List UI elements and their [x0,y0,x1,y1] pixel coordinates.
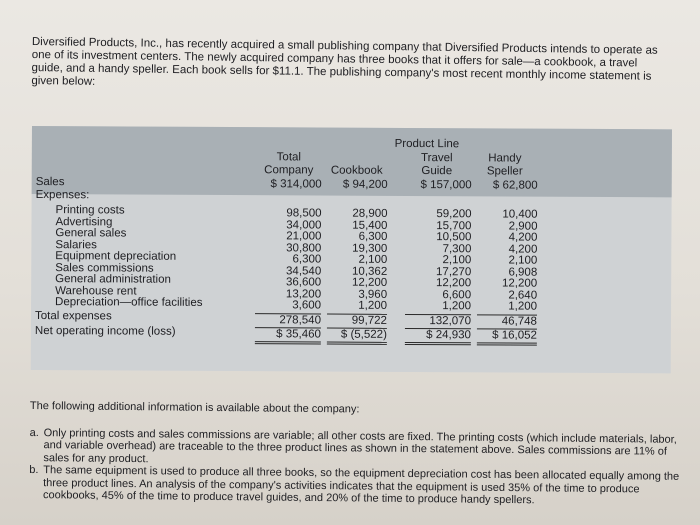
expense-travel: 7,300 [442,242,472,255]
expense-total: 21,000 [286,230,322,243]
income-statement [31,126,672,373]
expense-travel: 1,200 [442,300,472,313]
double-underline [255,343,321,344]
expense-label: Advertising [55,215,113,228]
expense-cookbook: 3,960 [358,288,388,301]
item-marker: a. [29,426,39,439]
expense-total: 13,200 [285,287,322,301]
total-col-header-2: Company [264,164,314,177]
expense-label: Salaries [55,238,97,251]
net-income-travel: $ 24,930 [426,329,471,342]
expense-label: Sales commissions [55,261,154,275]
expense-travel: 6,600 [442,288,472,301]
expense-label: Depreciation—office facilities [55,296,203,309]
expense-total: 36,600 [285,276,322,289]
expense-cookbook: 2,100 [358,253,388,266]
item-text: The same equipment is used to produce all three books, so the equipment depreciation cost has been allocated equally among the three product lines. An analysis of the company's activities indicates that the equipment is used 35% of the time to produce cookbooks, 45% of the time to produce travel guides, and 20% of the time to produce handy spellers. [42,464,680,507]
sales-handy: $ 62,800 [492,179,538,192]
expense-travel: 10,500 [436,231,472,244]
expense-cookbook: 19,300 [352,242,388,255]
expense-cookbook: 15,400 [352,219,388,232]
expense-total: 34,540 [286,264,322,278]
expense-label: General administration [55,273,171,286]
travel-col-header-2: Guide [421,165,453,178]
expense-handy: 2,900 [508,219,538,233]
expense-travel: 2,100 [442,254,472,267]
expense-handy: 2,100 [508,254,538,267]
net-income-cookbook: $ (5,522) [340,328,387,341]
double-underline [477,344,537,345]
expense-cookbook: 1,200 [358,299,388,312]
expense-label: Warehouse rent [55,284,137,298]
total-col-header-1: Total [276,151,302,164]
additional-information [29,400,680,508]
expense-handy: 4,200 [508,231,538,244]
total-expenses-cookbook: 99,722 [351,314,388,327]
expense-total: 98,500 [286,207,322,220]
intro-paragraph: Diversified Products, Inc., has recently acquired a small publishing company that Diversified Products intends to operate as one of its investment centers. The newly acquired company has three books that it offers for sale—a cookbook, a travel guide, and a handy speller. Each book sells for $11.1. The publishing company's most recent monthly income statement is given below: [31,36,658,88]
sales-cookbook: $ 94,200 [342,178,388,191]
expense-cookbook: 12,200 [351,276,388,289]
expense-travel: 12,200 [435,277,472,290]
expense-handy: 4,200 [508,242,538,256]
double-underline [327,344,387,345]
expense-travel: 59,200 [436,208,472,221]
expense-cookbook: 28,900 [352,207,388,220]
net-income-label: Net operating income (loss) [34,325,176,338]
expense-cookbook: 10,362 [352,265,388,278]
info-item-b [29,464,679,508]
item-marker: b. [29,463,39,477]
expense-handy: 10,400 [502,208,538,221]
travel-col-header-1: Travel [421,152,453,165]
product-line-header: Product Line [394,137,460,151]
net-income-handy: $ 16,052 [492,329,537,342]
expense-handy: 12,200 [501,277,538,290]
expense-travel: 15,700 [436,219,472,232]
cookbook-col-header: Cookbook [330,164,383,177]
expense-total: 3,600 [292,299,322,312]
handy-col-header-2: Speller [486,165,523,178]
expense-total: 34,000 [286,218,322,232]
expense-handy: 6,908 [508,265,538,279]
expense-handy: 1,200 [508,300,538,313]
total-expenses-handy: 46,748 [501,315,538,328]
expense-label: General sales [55,227,127,240]
double-underline [405,344,471,345]
item-text: Only printing costs and sales commissions are variable; all other costs are fixed. The printing costs (which include materials, labor, and variable overhead) are traceable to the three product lines as shown in the statement above. Sales commissions are 11% of sales for any product. [43,426,677,465]
total-expenses-travel: 132,070 [429,315,472,328]
total-expenses-total: 278,540 [279,314,322,327]
expenses-label: Expenses: [35,189,90,202]
expense-total: 6,300 [292,253,322,266]
net-income-total: $ 35,460 [276,328,321,341]
additional-info-lead: The following additional information is available about the company: [29,400,360,416]
expense-cookbook: 6,300 [358,230,388,243]
expense-label: Printing costs [55,204,125,217]
sales-total: $ 314,000 [270,178,322,191]
expense-handy: 2,640 [508,288,538,302]
handy-col-header-1: Handy [488,152,522,165]
sales-travel: $ 157,000 [420,179,472,192]
total-expenses-label: Total expenses [34,310,112,323]
expense-total: 30,800 [286,241,322,255]
sales-label: Sales [35,176,65,189]
expense-travel: 17,270 [436,265,472,278]
expense-label: Equipment depreciation [55,250,177,263]
